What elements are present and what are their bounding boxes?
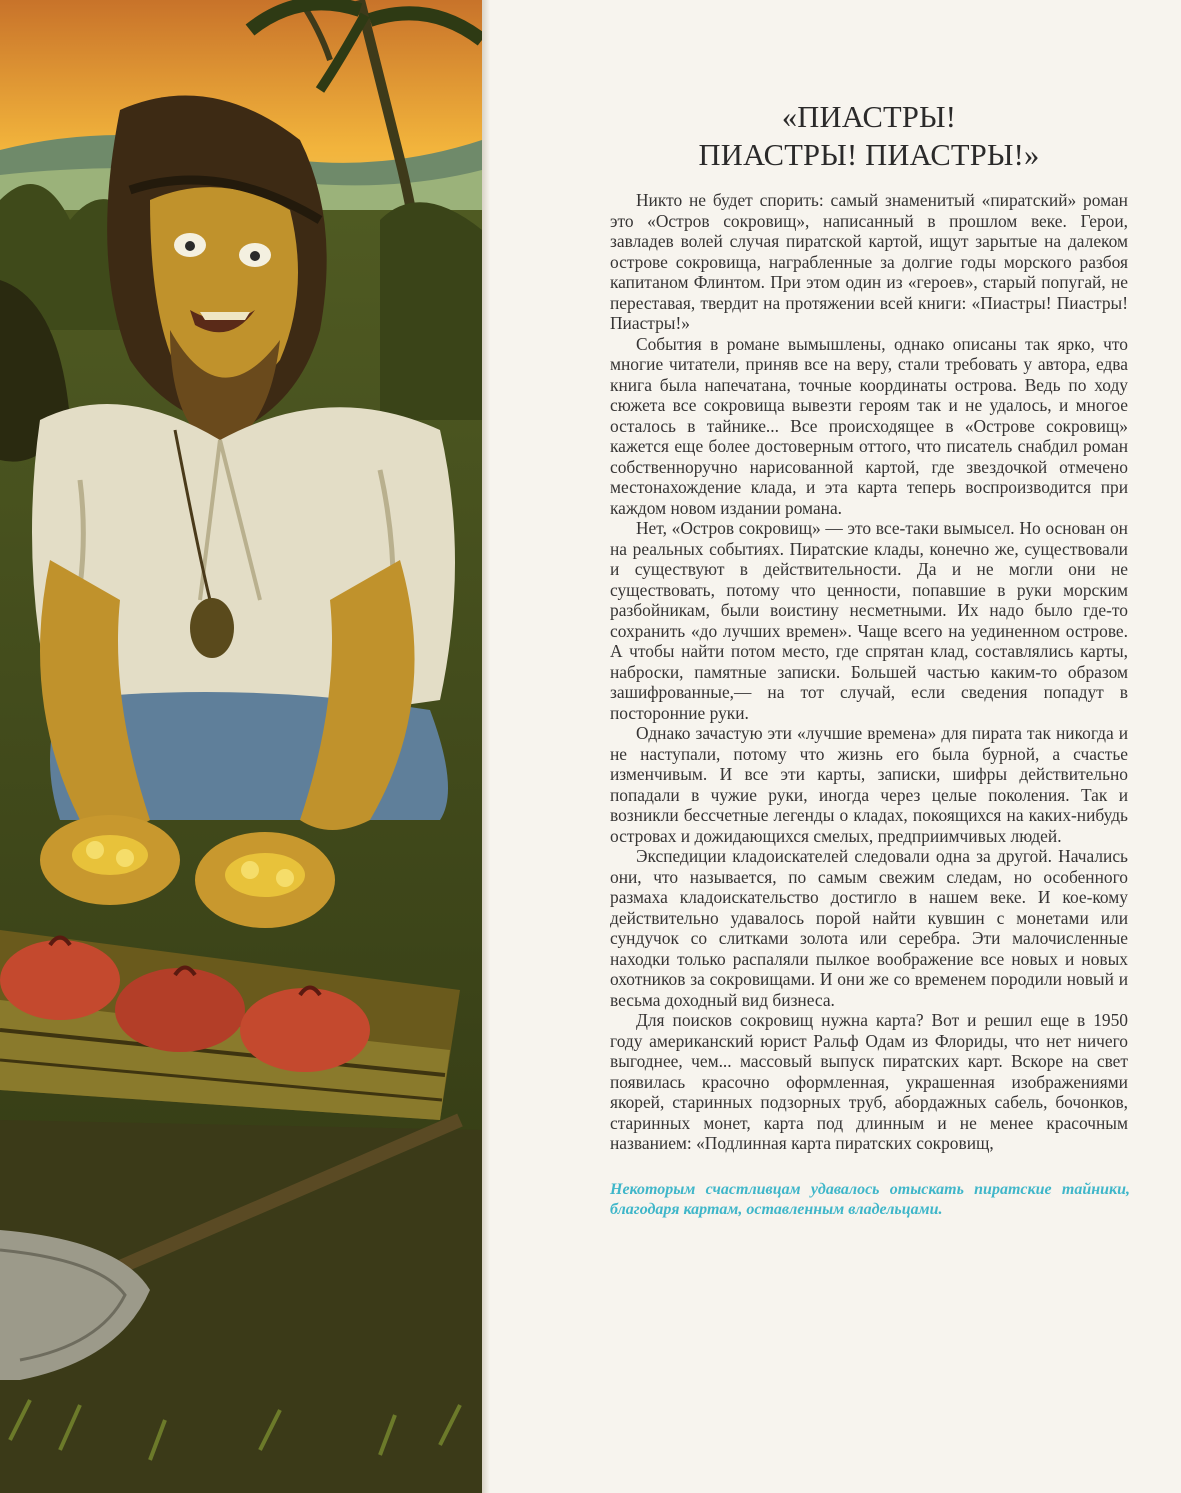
article-paragraph-4: Однако зачастую эти «лучшие времена» для пирата так никогда и не наступали, потому что жизнь его была бурной, а счастье изменчивым. И все эти карты, записки, шифры действительно попадали в чужие руки, иногда через целые поколения. Так и возникли бессчетные легенды о кладах, покоящихся на каких-нибудь островах и дожидающихся смелых, предприимчивых людей. <box>610 723 1128 846</box>
article-title <box>610 98 1128 174</box>
article-paragraph-3: Нет, «Остров сокровищ» — это все-таки вымысел. Но основан он на реальных событиях. Пиратские клады, конечно же, существовали и существуют в действительности. Да и не могли они не существовать, потому что ценности, попавшие в руки морским разбойникам, были воистину несметными. Их надо было где-то сохранить «до лучших времен». Чаще всего на уединенном острове. А чтобы найти потом место, где спрятан клад, составлялись карты, наброски, памятные записки. Большей частью каким-то образом зашифрованные,— на тот случай, если сведения попадут в посторонние руки. <box>610 518 1128 723</box>
page-edge-shadow <box>482 0 490 1493</box>
article-title-line-1: «ПИАСТРЫ! <box>781 100 957 134</box>
pirate-illustration <box>0 0 482 1493</box>
illustration-caption: Некоторым счастливцам удавалось отыскать пиратские тайники, благодаря картам, оставленным владельцами. <box>610 1180 1130 1218</box>
article-paragraph-1: Никто не будет спорить: самый знаменитый «пиратский» роман это «Остров сокровищ», написанный в прошлом веке. Герои, завладев волей случая пиратской картой, ищут зарытые на далеком острове сокровища, награбленные за долгие годы морского разбоя капитаном Флинтом. При этом один из «героев», старый попугай, не переставая, твердит на протяжении всей книги: «Пиастры! Пиастры! Пиастры!» <box>610 190 1128 333</box>
article-body <box>610 190 1128 1154</box>
pirate-with-treasure-illustration-icon <box>0 0 482 1493</box>
article-paragraph-6: Для поисков сокровищ нужна карта? Вот и решил еще в 1950 году американский юрист Ральф Одам из Флориды, что нет ничего выгоднее, чем... массовый выпуск пиратских карт. Вскоре на свет появилась красочно оформленная, украшенная изображениями якорей, старинных подзорных труб, абордажных сабель, бочонков, старинных монет, карта под длинным и не менее красочным названием: «Подлинная карта пиратских сокровищ, <box>610 1010 1128 1153</box>
article-paragraph-5: Экспедиции кладоискателей следовали одна за другой. Начались они, что называется, по самым свежим следам, но особенного размаха кладоискательство достигло в нашем веке. И кое-кому действительно удавалось порой найти кувшин с монетами или сундучок со слитками золота или серебра. Эти малочисленные находки только распаляли пылкое воображение все новых и новых охотников за сокровищами. И они же со временем породили новый и весьма доходный вид бизнеса. <box>610 846 1128 1010</box>
article-title-line-2: ПИАСТРЫ! ПИАСТРЫ!» <box>698 138 1040 172</box>
article <box>610 98 1128 1220</box>
article-paragraph-2: События в романе вымышлены, однако описаны так ярко, что многие читатели, приняв все на веру, стали требовать у автора, едва книга была напечатана, точные координаты острова. Ведь по ходу сюжета все сокровища вывезти героям так и не удалось, и многое осталось в тайнике... Все происходящее в «Острове сокровищ» кажется еще более достоверным оттого, что писатель снабдил роман собственноручно нарисованной картой, где звездочкой отмечено местонахождение клада, и эта карта теперь воспроизводится при каждом новом издании романа. <box>610 333 1128 518</box>
